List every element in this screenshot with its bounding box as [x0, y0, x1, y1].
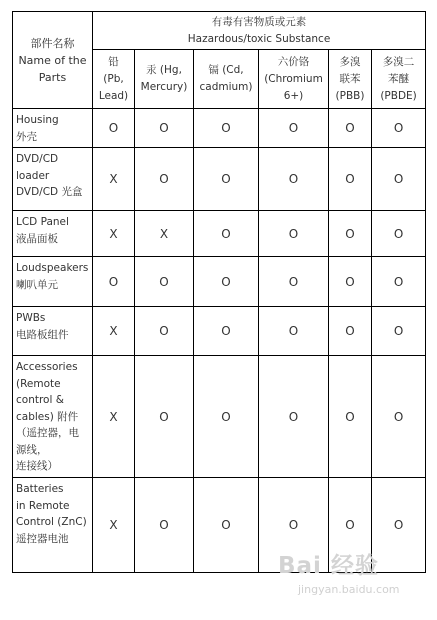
part-name-line: 喇叭单元: [16, 278, 58, 291]
column-header-text: 镉 (Cd,: [208, 64, 244, 76]
column-header-text: (PBB): [335, 89, 365, 102]
table-row: [13, 307, 426, 356]
substance-mark-cell: O: [259, 356, 329, 478]
part-name-line: （遥控器，电: [16, 427, 79, 439]
substance-mark-cell: X: [93, 307, 135, 356]
substance-mark-cell: O: [372, 109, 426, 148]
substance-mark-cell: O: [194, 356, 259, 478]
substance-mark-cell: O: [372, 478, 426, 573]
parts-header-en-line2: Parts: [38, 70, 67, 84]
watermark-url: jingyan.baidu.com: [298, 583, 400, 596]
column-header-pbde: [372, 50, 426, 109]
part-name-cell: [13, 257, 93, 307]
substance-mark-cell: X: [135, 211, 194, 257]
substance-mark-cell: O: [259, 211, 329, 257]
column-header-text: 六价铬: [277, 55, 310, 68]
substance-mark-cell: O: [372, 356, 426, 478]
substance-mark-cell: O: [259, 148, 329, 211]
part-name-line: control &: [16, 394, 64, 406]
substance-mark-cell: O: [259, 307, 329, 356]
table-row: [13, 109, 426, 148]
part-name-line: Accessories: [16, 361, 78, 373]
substance-header-en: Hazardous/toxic Substance: [187, 32, 331, 45]
part-name-cell: [13, 211, 93, 257]
column-header-text: (PBDE): [380, 89, 417, 102]
substance-mark-cell: O: [329, 109, 372, 148]
table-row: [13, 148, 426, 211]
substance-header-zh: 有毒有害物质或元素: [211, 15, 307, 28]
column-header-text: 多溴: [339, 55, 361, 68]
substance-mark-cell: O: [194, 211, 259, 257]
substance-mark-cell: O: [93, 257, 135, 307]
column-header-lead: [93, 50, 135, 109]
column-header-text: (Pb,: [103, 72, 124, 85]
baidu-jingyan-watermark: [268, 543, 418, 605]
substance-mark-cell: O: [135, 257, 194, 307]
column-header-text: 汞 (Hg,: [146, 64, 182, 76]
table-row: [13, 211, 426, 257]
part-name-line: Housing: [16, 114, 59, 126]
substance-mark-cell: O: [259, 257, 329, 307]
substance-mark-cell: O: [135, 478, 194, 573]
substance-mark-cell: O: [194, 307, 259, 356]
part-name-line: DVD/CD: [16, 153, 59, 165]
hazardous-substance-table: [12, 11, 426, 573]
part-name-line: DVD/CD 光盒: [16, 186, 83, 198]
part-name-cell: [13, 356, 93, 478]
watermark-logo: Bai 经验: [278, 553, 379, 579]
substance-mark-cell: O: [259, 109, 329, 148]
column-header-text: cadmium): [199, 81, 253, 93]
column-header-text: (Chromium: [264, 72, 323, 85]
substance-mark-cell: X: [93, 211, 135, 257]
substance-mark-cell: O: [329, 257, 372, 307]
part-name-cell: [13, 307, 93, 356]
substance-mark-cell: O: [194, 478, 259, 573]
substance-mark-cell: O: [135, 109, 194, 148]
part-name-line: LCD Panel: [16, 216, 69, 228]
column-header-text: 铅: [108, 55, 119, 68]
part-name-line: Control (ZnC): [16, 516, 87, 528]
column-header-text: 苯醚: [388, 72, 410, 85]
substance-mark-cell: X: [93, 356, 135, 478]
column-header-cadmium: [194, 50, 259, 109]
part-name-line: cables) 附件: [16, 410, 79, 423]
substance-mark-cell: O: [329, 148, 372, 211]
substance-header-cell: [93, 12, 426, 50]
substance-mark-cell: X: [93, 478, 135, 573]
substance-mark-cell: O: [194, 148, 259, 211]
column-header-chromium: [259, 50, 329, 109]
substance-mark-cell: O: [93, 109, 135, 148]
substance-mark-cell: O: [329, 478, 372, 573]
part-name-line: PWBs: [16, 312, 46, 324]
substance-mark-cell: O: [135, 307, 194, 356]
substance-mark-cell: O: [259, 478, 329, 573]
column-header-text: 6+): [283, 89, 304, 102]
part-name-line: 液晶面板: [16, 232, 58, 245]
column-header-pbb: [329, 50, 372, 109]
parts-header-zh: 部件名称: [30, 36, 75, 50]
part-name-line: loader: [16, 169, 50, 182]
substance-mark-cell: O: [372, 307, 426, 356]
part-name-line: in Remote: [16, 499, 70, 512]
part-name-cell: [13, 109, 93, 148]
column-header-text: Mercury): [140, 81, 188, 93]
parts-header-cell: [13, 12, 93, 109]
substance-mark-cell: X: [93, 148, 135, 211]
part-name-line: 遥控器电池: [16, 532, 69, 545]
table-row: [13, 257, 426, 307]
substance-mark-cell: O: [194, 109, 259, 148]
table-body: [13, 109, 426, 573]
column-header-text: Lead): [98, 89, 129, 102]
column-header-mercury: [135, 50, 194, 109]
part-name-line: Loudspeakers: [16, 262, 89, 274]
table-row: [13, 356, 426, 478]
part-name-line: 外壳: [16, 130, 37, 143]
column-header-text: 多溴二: [382, 55, 415, 68]
substance-mark-cell: O: [329, 307, 372, 356]
column-header-text: 联苯: [339, 72, 361, 85]
part-name-line: 源线，: [16, 443, 48, 456]
parts-header-en-line1: Name of the: [18, 53, 87, 67]
part-name-line: 电路板组件: [16, 328, 69, 341]
part-name-line: Batteries: [16, 483, 64, 495]
substance-mark-cell: O: [194, 257, 259, 307]
substance-mark-cell: O: [372, 211, 426, 257]
part-name-line: 连接线）: [16, 460, 58, 472]
substance-mark-cell: O: [329, 356, 372, 478]
substance-mark-cell: O: [135, 148, 194, 211]
part-name-cell: [13, 148, 93, 211]
substance-mark-cell: O: [329, 211, 372, 257]
part-name-cell: [13, 478, 93, 573]
substance-mark-cell: O: [372, 257, 426, 307]
part-name-line: (Remote: [16, 377, 61, 390]
substance-mark-cell: O: [135, 356, 194, 478]
substance-mark-cell: O: [372, 148, 426, 211]
